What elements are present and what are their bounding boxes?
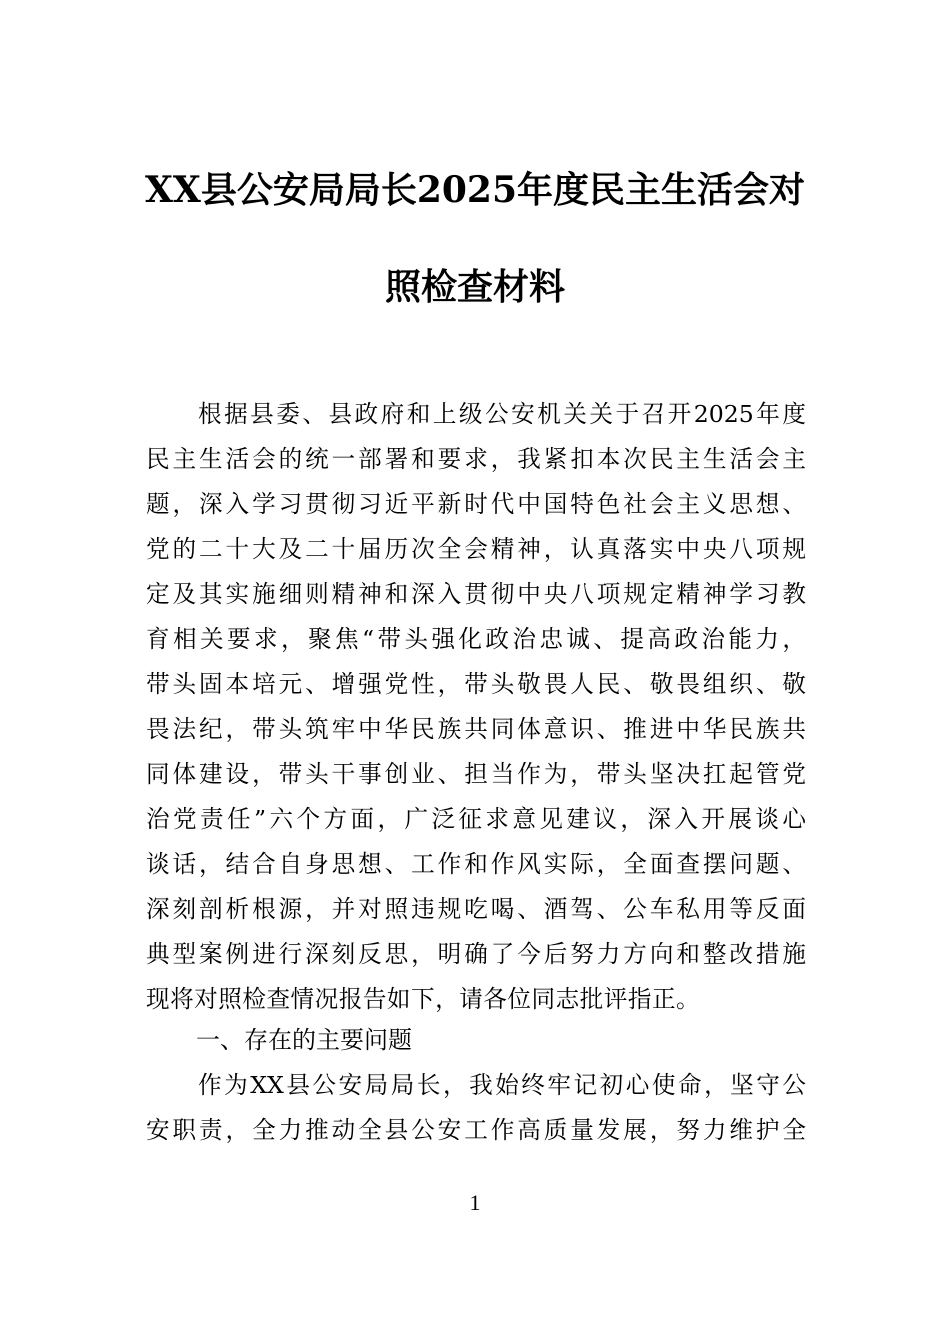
section-1-line: 作为XX县公安局局长，我始终牢记初心使命，坚守公 <box>198 1071 806 1099</box>
intro-line: 带头固本培元、增强党性，带头敬畏人民、敬畏组织、敬 <box>146 670 806 698</box>
section-1-line: 安职责，全力推动全县公安工作高质量发展，努力维护全 <box>146 1116 806 1144</box>
document-title-line-2: 照检查材料 <box>384 266 565 308</box>
intro-line: 治党责任”六个方面，广泛征求意见建议，深入开展谈心 <box>146 805 806 833</box>
intro-line: 同体建设，带头干事创业、担当作为，带头坚决扛起管党 <box>146 760 806 788</box>
document-title-line-1: XX县公安局局长2025年度民主生活会对 <box>144 169 806 211</box>
page-number: 1 <box>469 1190 481 1215</box>
intro-line: 定及其实施细则精神和深入贯彻中央八项规定精神学习教 <box>146 580 806 608</box>
intro-line: 深刻剖析根源，并对照违规吃喝、酒驾、公车私用等反面 <box>146 895 806 923</box>
intro-line: 题，深入学习贯彻习近平新时代中国特色社会主义思想、 <box>146 490 806 518</box>
intro-line: 现将对照检查情况报告如下，请各位同志批评指正。 <box>146 985 701 1013</box>
intro-line: 党的二十大及二十届历次全会精神，认真落实中央八项规 <box>146 535 806 563</box>
intro-line: 谈话，结合自身思想、工作和作风实际，全面查摆问题、 <box>146 850 806 878</box>
intro-line: 典型案例进行深刻反思，明确了今后努力方向和整改措施 <box>146 940 806 968</box>
section-heading-1: 一、存在的主要问题 <box>196 1026 412 1054</box>
intro-line: 畏法纪，带头筑牢中华民族共同体意识、推进中华民族共 <box>146 715 806 743</box>
intro-line: 根据县委、县政府和上级公安机关关于召开2025年度 <box>198 400 806 428</box>
intro-line: 育相关要求，聚焦“带头强化政治忠诚、提高政治能力， <box>146 625 806 653</box>
intro-line: 民主生活会的统一部署和要求，我紧扣本次民主生活会主 <box>146 445 806 473</box>
